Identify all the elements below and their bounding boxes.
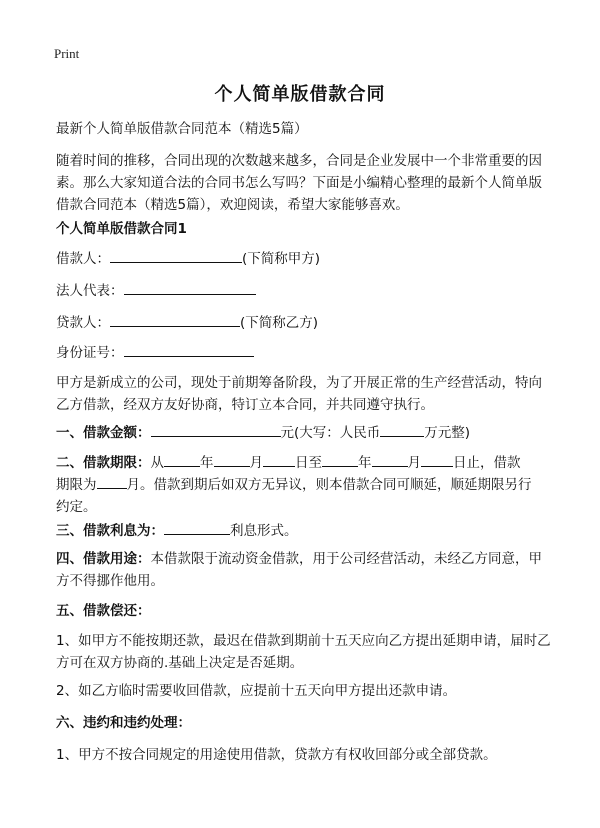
legal-rep-label: 法人代表： bbox=[56, 283, 124, 299]
legal-rep-blank bbox=[124, 280, 256, 295]
id-number-line bbox=[56, 342, 552, 364]
lender-suffix: (下简称乙方) bbox=[240, 315, 319, 331]
section-4-text: 本借款限于流动资金借款，用于公司经营活动，未经乙方同意，甲方不得挪作他用。 bbox=[56, 551, 542, 589]
s2-end: 日止，借款 bbox=[453, 455, 521, 471]
id-blank bbox=[124, 342, 254, 357]
s2-year: 年 bbox=[200, 455, 214, 471]
s2-month: 月 bbox=[249, 455, 263, 471]
section-3-interest bbox=[56, 520, 552, 542]
section-1-text-b: 万元整) bbox=[424, 425, 471, 441]
print-link[interactable]: Print bbox=[54, 46, 80, 61]
borrower-line bbox=[56, 248, 552, 270]
section-5-item-2: 2、如乙方临时需要收回借款，应提前十五天向甲方提出还款申请。 bbox=[56, 683, 457, 699]
term-months-blank bbox=[97, 474, 127, 489]
section-2-term-line2 bbox=[56, 474, 552, 496]
s2-line2-a: 期限为 bbox=[56, 477, 97, 493]
end-year-blank bbox=[322, 452, 358, 467]
s2-day-to: 日至 bbox=[295, 455, 322, 471]
section-2-heading: 二、借款期限： bbox=[56, 455, 151, 471]
document-subtitle: 最新个人简单版借款合同范本（精选5篇） bbox=[56, 121, 308, 137]
s2-from: 从 bbox=[150, 455, 164, 471]
borrower-blank bbox=[110, 248, 242, 263]
section-5-heading: 五、借款偿还： bbox=[56, 603, 151, 619]
lender-line bbox=[56, 312, 552, 334]
amount-blank bbox=[151, 422, 281, 437]
section-5-item-1: 1、如甲方不能按期还款，最迟在借款到期前十五天应向乙方提出延期申请，届时乙方可在双方协商的.基础上决定是否延期。 bbox=[56, 633, 551, 671]
section-1-heading: 一、借款金额： bbox=[56, 425, 151, 441]
section-6-item-1: 1、甲方不按合同规定的用途使用借款，贷款方有权收回部分或全部贷款。 bbox=[56, 747, 497, 763]
start-year-blank bbox=[164, 452, 200, 467]
amount-chinese-blank bbox=[380, 422, 424, 437]
s2-year2: 年 bbox=[358, 455, 372, 471]
end-month-blank bbox=[372, 452, 408, 467]
section-6-heading: 六、违约和违约处理： bbox=[56, 715, 191, 731]
start-day-blank bbox=[263, 452, 295, 467]
section-3-heading: 三、借款利息为： bbox=[56, 523, 164, 539]
s2-line2-b: 月。借款到期后如双方无异议，则本借款合同可顺延，顺延期限另行 bbox=[126, 477, 532, 493]
intro-paragraph: 随着时间的推移，合同出现的次数越来越多，合同是企业发展中一个非常重要的因素。那么大家知道合法的合同书怎么写吗？下面是小编精心整理的最新个人简单版借款合同范本（精选5篇），欢迎阅读，希望大家能够喜欢。 bbox=[56, 153, 542, 213]
section-2-term-line3: 约定。 bbox=[56, 499, 97, 515]
start-month-blank bbox=[214, 452, 250, 467]
lender-blank bbox=[110, 312, 240, 327]
section-4-purpose bbox=[56, 548, 552, 592]
section-4-heading: 四、借款用途： bbox=[56, 551, 151, 567]
id-label: 身份证号： bbox=[56, 345, 124, 361]
legal-rep-line bbox=[56, 280, 552, 302]
section-3-tail: 利息形式。 bbox=[230, 523, 298, 539]
section-2-term-line1 bbox=[56, 452, 552, 474]
section-1-amount bbox=[56, 422, 552, 444]
contract-heading: 个人简单版借款合同1 bbox=[56, 221, 187, 237]
lender-label: 贷款人： bbox=[56, 315, 110, 331]
section-1-text-a: 元(大写：人民币 bbox=[280, 425, 381, 441]
s2-month2: 月 bbox=[407, 455, 421, 471]
document-title: 个人简单版借款合同 bbox=[214, 84, 386, 105]
borrower-suffix: (下简称甲方) bbox=[242, 251, 321, 267]
interest-blank bbox=[164, 520, 230, 535]
preamble-paragraph: 甲方是新成立的公司，现处于前期筹备阶段，为了开展正常的生产经营活动，特向乙方借款，经双方友好协商，特订立本合同，并共同遵守执行。 bbox=[56, 375, 542, 413]
end-day-blank bbox=[421, 452, 453, 467]
borrower-label: 借款人： bbox=[56, 251, 110, 267]
